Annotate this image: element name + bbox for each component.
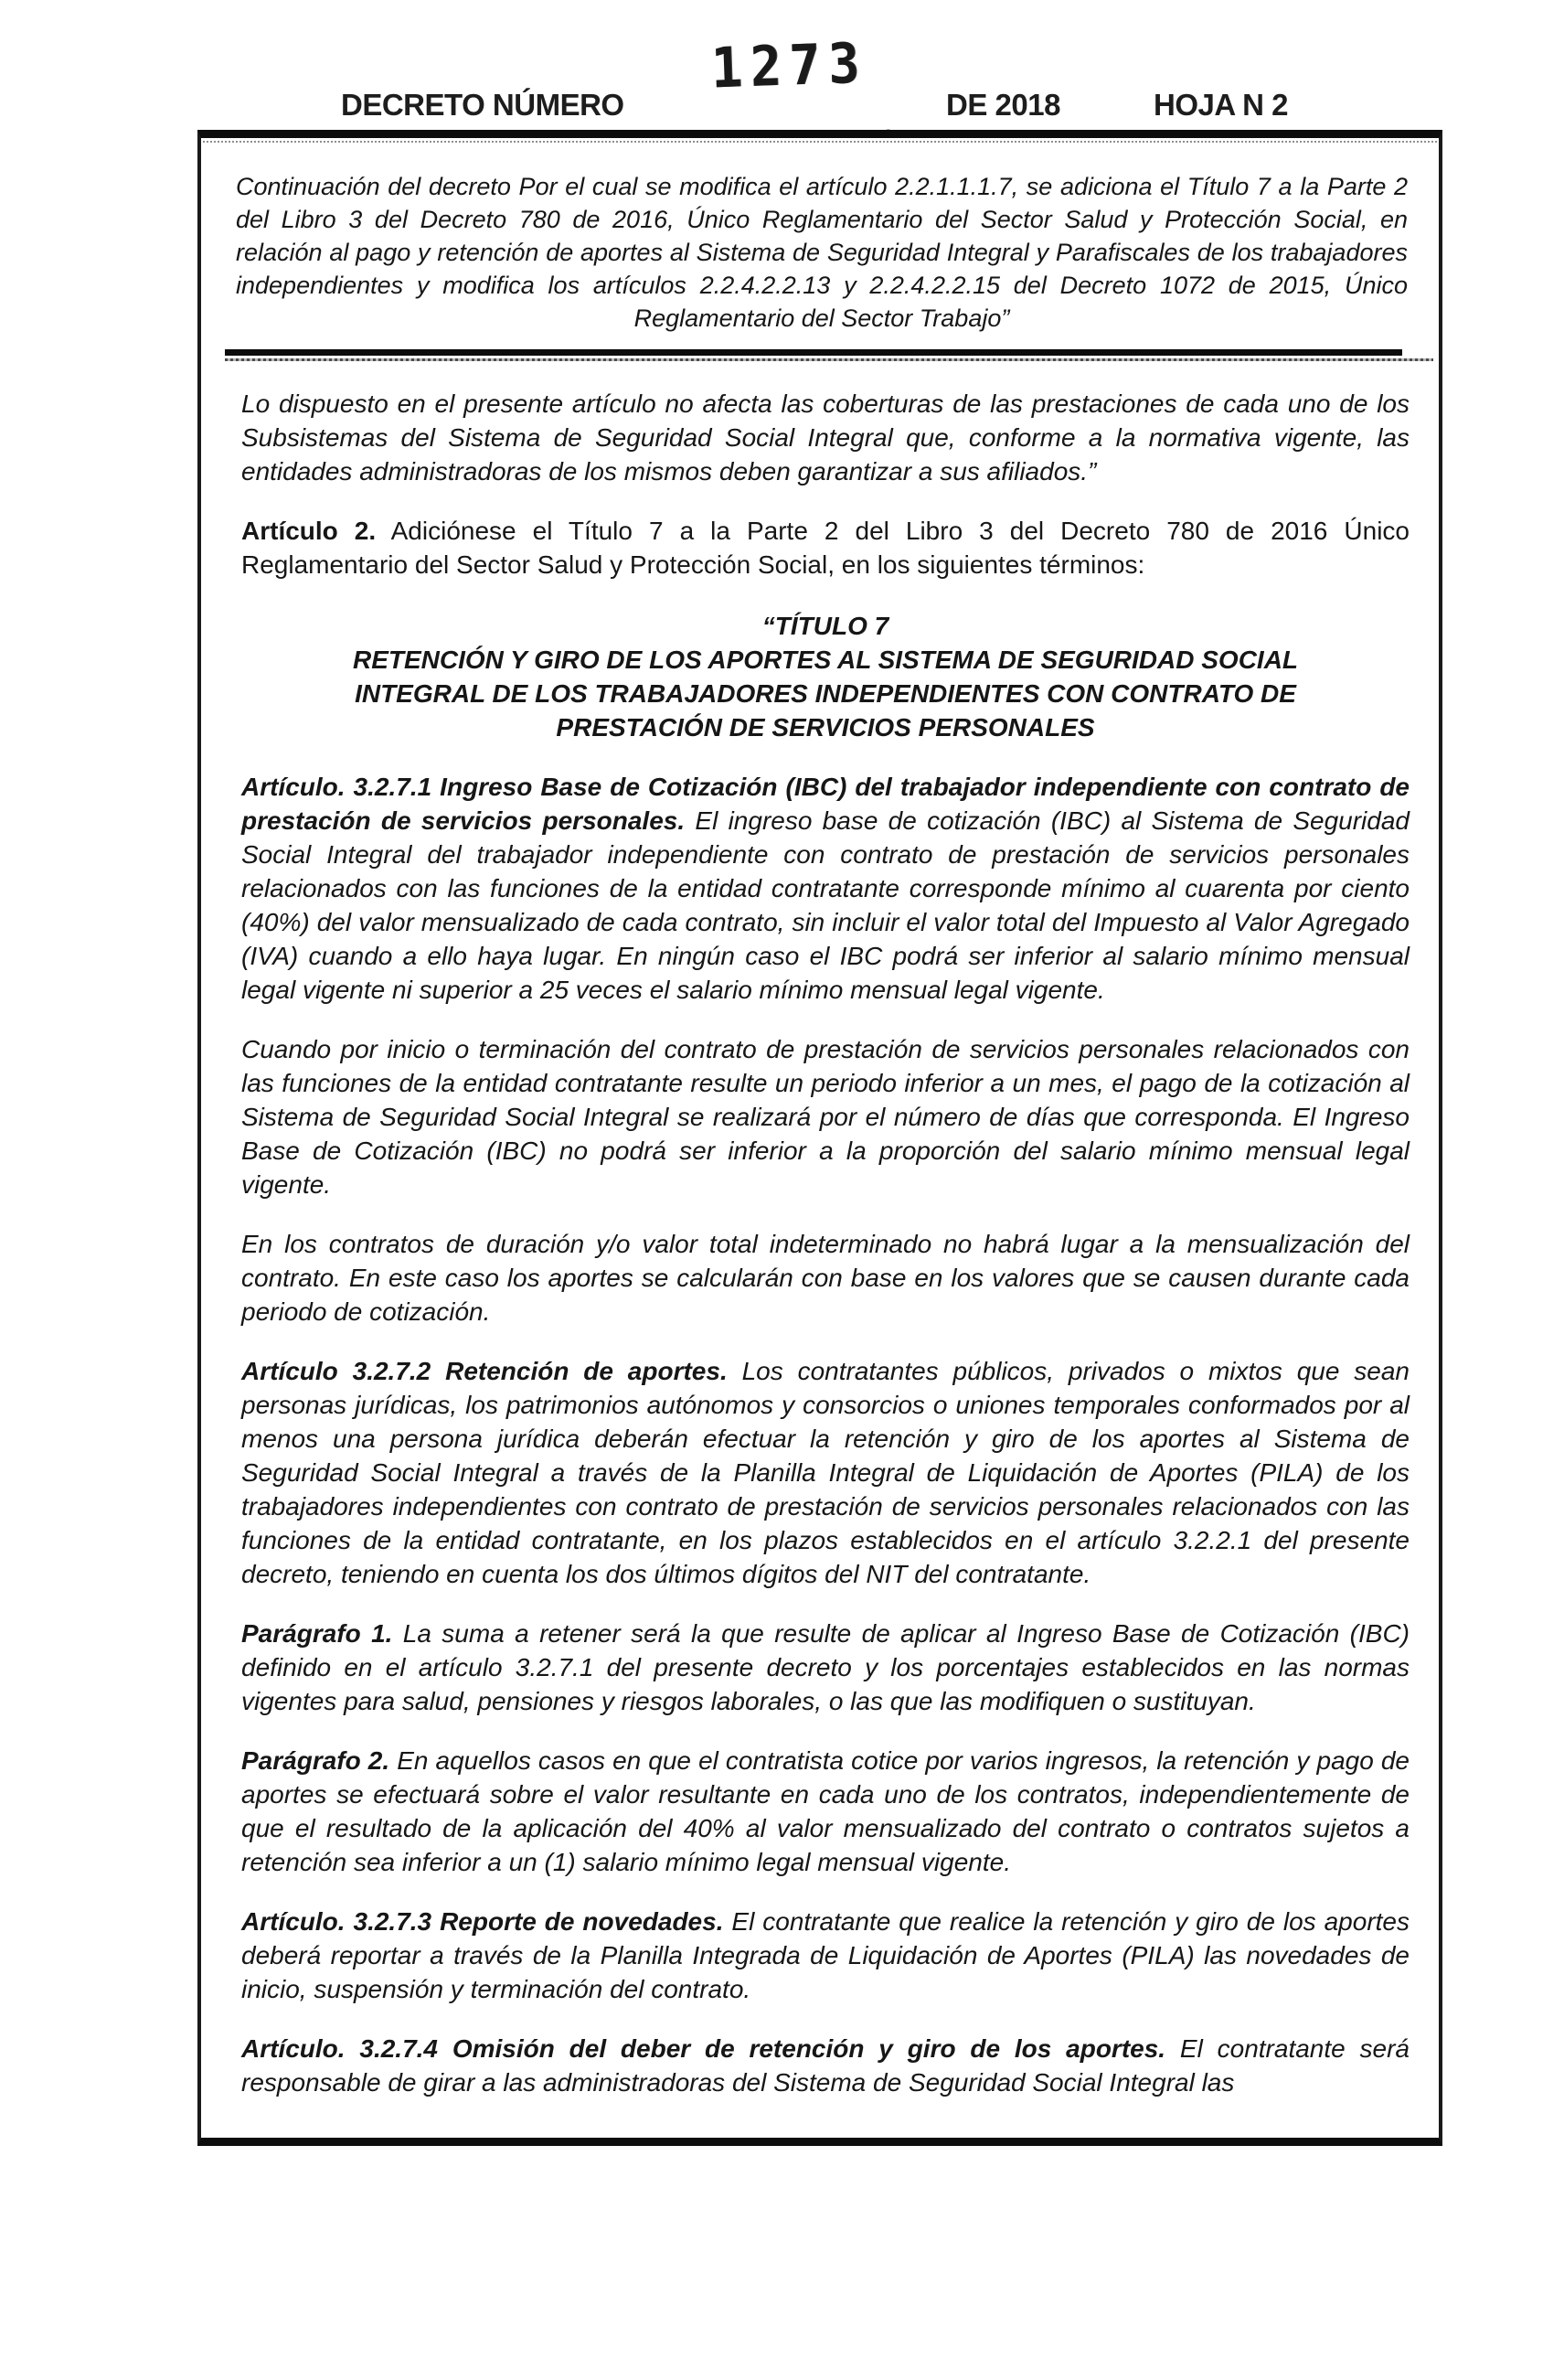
paragraph-lead: Parágrafo 1.	[241, 1619, 393, 1648]
header-separator	[201, 349, 1439, 361]
paragraph-paragrafo-1	[241, 1617, 1410, 1718]
paragraph-lead: Artículo 2.	[241, 517, 377, 545]
paragraph-text: Lo dispuesto en el presente artículo no afecta las coberturas de las prestaciones de cada uno de los Subsistemas del Sistema de Seguridad Social Integral que, conforme a la normativa vigente, las entidades administradoras de los mismos deben garantizar a sus afiliados.”	[241, 390, 1410, 486]
decree-text-body	[201, 387, 1439, 2138]
paragraph-articulo-3-2-7-1	[241, 770, 1410, 1007]
heading-line: INTEGRAL DE LOS TRABAJADORES INDEPENDIENTES CON CONTRATO DE	[355, 679, 1296, 708]
paragraph-lead: Artículo. 3.2.7.4 Omisión del deber de retención y giro de los aportes.	[241, 2034, 1166, 2063]
page-header	[0, 0, 1564, 137]
paragraph-text: El contratante será responsable de girar a las administradoras del Sistema de Seguridad Social Integral las	[241, 2034, 1410, 2097]
titulo-7-heading	[241, 609, 1410, 744]
paragraph-lead: Parágrafo 2.	[241, 1746, 390, 1775]
decreto-numero-label: DECRETO NÚMERO	[341, 88, 624, 122]
heading-line: PRESTACIÓN DE SERVICIOS PERSONALES	[556, 713, 1095, 742]
paragraph-text: En aquellos casos en que el contratista cotice por varios ingresos, la retención y pago de aportes se efectuará sobre el valor resultante en cada uno de los contratos, independientemente de que el resultado de la aplicación del 40% al valor mensualizado del contrato o contratos sujetos a retención sea inferior a un (1) salario mínimo legal mensual vigente.	[241, 1746, 1410, 1876]
paragraph-contratos-indeterminados	[241, 1227, 1410, 1329]
separator-thick-line	[225, 349, 1402, 356]
paragraph-cuando-por-inicio	[241, 1032, 1410, 1201]
paragraph-text: El contratante que realice la retención y giro de los aportes deberá reportar a través de la Planilla Integrada de Liquidación de Aportes (PILA) las novedades de inicio, suspensión y terminación del contrato.	[241, 1907, 1410, 2003]
paragraph-lead: Artículo. 3.2.7.3 Reporte de novedades.	[241, 1907, 724, 1936]
paragraph-text: Los contratantes públicos, privados o mixtos que sean personas jurídicas, los patrimonios autónomos y consorcios o uniones temporales conformados por al menos una persona jurídica deberán efectuar la retención y giro de los aportes al Sistema de Seguridad Social Integral a través de la Planilla Integral de Liquidación de Aportes (PILA) de los trabajadores independientes con contrato de prestación de servicios personales relacionados con las funciones de la entidad contratante, en los plazos establecidos en el artículo 3.2.2.1 del presente decreto, teniendo en cuenta los dos últimos dígitos del NIT del contratante.	[241, 1357, 1410, 1588]
paragraph-text: En los contratos de duración y/o valor total indeterminado no habrá lugar a la mensualización del contrato. En este caso los aportes se calcularán con base en los valores que se causen durante cada periodo de cotización.	[241, 1230, 1410, 1326]
decree-year-label: DE 2018	[946, 88, 1060, 122]
page-number-label: HOJA N 2	[1154, 88, 1288, 122]
paragraph-articulo-3-2-7-3	[241, 1905, 1410, 2006]
paragraph-text: Adiciónese el Título 7 a la Parte 2 del Libro 3 del Decreto 780 de 2016 Único Reglamentario del Sector Salud y Protección Social, en los siguientes términos:	[241, 517, 1410, 579]
decree-body-box	[197, 130, 1442, 2146]
paragraph-articulo-2	[241, 514, 1410, 582]
heading-line: “TÍTULO 7	[761, 612, 889, 640]
paragraph-lead: Artículo. 3.2.7.1 Ingreso Base de Cotización (IBC) del trabajador independiente con contrato de prestación de servicios personales.	[241, 773, 1410, 835]
paragraph-paragrafo-2	[241, 1744, 1410, 1879]
paragraph-articulo-3-2-7-2	[241, 1354, 1410, 1591]
heading-line: RETENCIÓN Y GIRO DE LOS APORTES AL SISTEMA DE SEGURIDAD SOCIAL	[352, 646, 1299, 674]
decree-number-stamp: 1273	[709, 31, 869, 101]
paragraph-text: Cuando por inicio o terminación del contrato de prestación de servicios personales relacionados con las funciones de la entidad contratante resulte un periodo inferior a un mes, el pago de la cotización al Sistema de Seguridad Social Integral se realizará por el número de días que corresponda. El Ingreso Base de Cotización (IBC) no podrá ser inferior a la proporción del salario mínimo mensual legal vigente.	[241, 1035, 1410, 1199]
paragraph-articulo-3-2-7-4	[241, 2032, 1410, 2099]
paragraph-text: La suma a retener será la que resulte de aplicar al Ingreso Base de Cotización (IBC) definido en el artículo 3.2.7.1 del presente decreto y los porcentajes establecidos en las normas vigentes para salud, pensiones y riesgos laborales, o las que las modifiquen o sustituyan.	[241, 1619, 1410, 1715]
paragraph-text: El ingreso base de cotización (IBC) al Sistema de Seguridad Social Integral del trabajador independiente con contrato de prestación de servicios personales relacionados con las funciones de la entidad contratante corresponde mínimo al cuarenta por ciento (40%) del valor mensualizado de cada contrato, sin incluir el valor total del Impuesto al Valor Agregado (IVA) cuando a ello haya lugar. En ningún caso el IBC podrá ser inferior al salario mínimo mensual legal vigente ni superior a 25 veces el salario mínimo mensual legal vigente.	[241, 806, 1410, 1004]
continuation-text: Continuación del decreto Por el cual se modifica el artículo 2.2.1.1.1.7, se adiciona el Título 7 a la Parte 2 del Libro 3 del Decreto 780 de 2016, Único Reglamentario del Sector Salud y Protección Social, en relación al pago y retención de aportes al Sistema de Seguridad Integral y Parafiscales de los trabajadores independientes y modifica los artículos 2.2.4.2.2.13 y 2.2.4.2.2.15 del Decreto 1072 de 2015, Único Reglamentario del Sector Trabajo”	[236, 173, 1408, 332]
paragraph-lo-dispuesto	[241, 387, 1410, 488]
paragraph-lead: Artículo 3.2.7.2 Retención de aportes.	[241, 1357, 728, 1385]
separator-thin-line	[225, 358, 1433, 361]
